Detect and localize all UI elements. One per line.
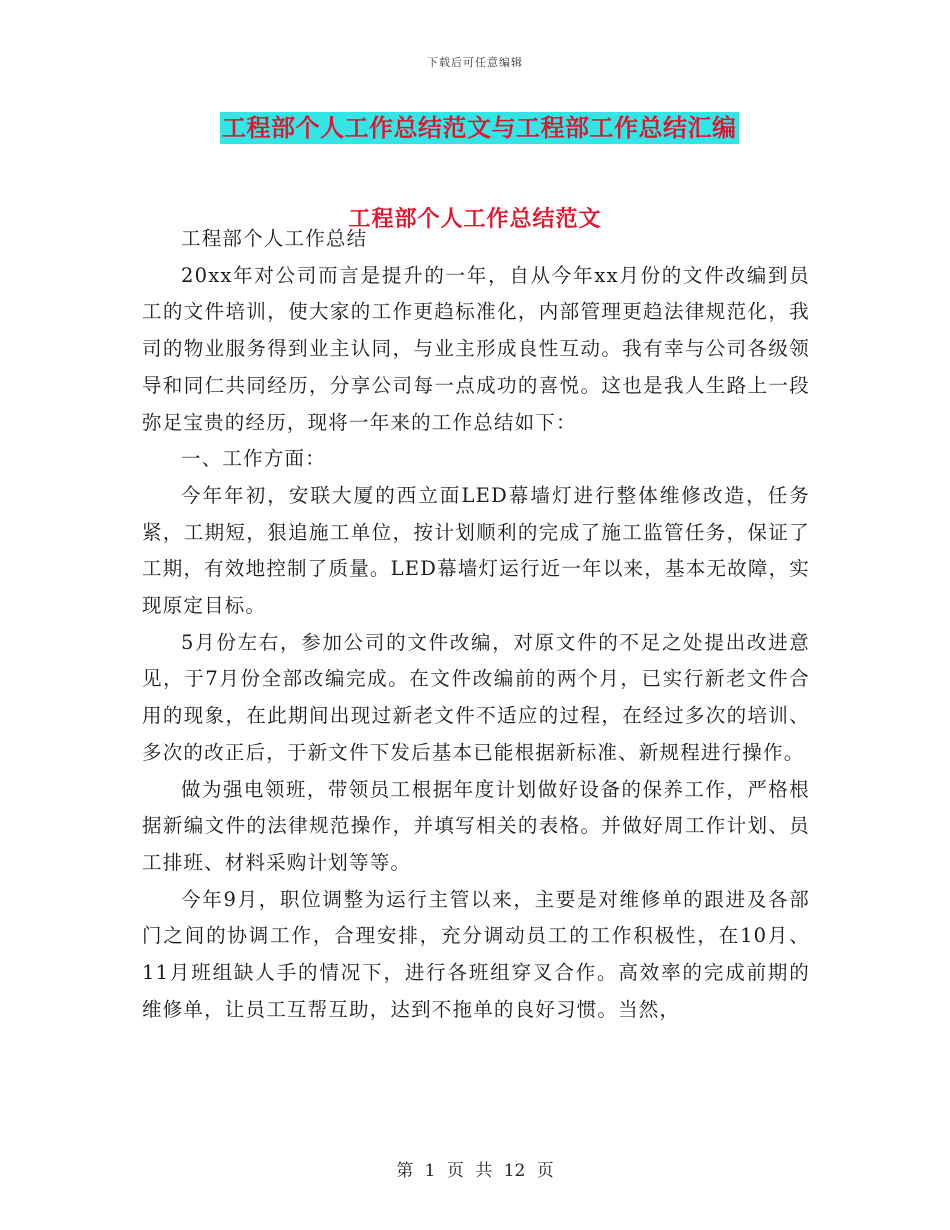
- header-note: 下载后可任意编辑: [427, 56, 523, 69]
- paragraph-operations-supervisor: 今年9月，职位调整为运行主管以来，主要是对维修单的跟进及各部门之间的协调工作，合理安排，充分调动员工的工作积极性，在10月、11月班组缺人手的情况下，进行各班组穿叉合作。高效率的完成前期的维修单，让员工互帮互助，达到不拖单的良好习惯。当然，: [142, 887, 810, 1021]
- paragraph-led-renovation: 今年年初，安联大厦的西立面LED幕墙灯进行整体维修改造，任务紧，工期短，狠追施工单位，按计划顺利的完成了施工监管任务，保证了工期，有效地控制了质量。LED幕墙灯运行近一年以来，基本无故障，实现原定目标。: [142, 483, 810, 618]
- paragraph-intro: 20xx年对公司而言是提升的一年，自从今年xx月份的文件改编到员工的文件培训，使大家的工作更趋标准化，内部管理更趋法律规范化，我司的物业服务得到业主认同，与业主形成良性互动。我有幸与公司各级领导和同仁共同经历，分享公司每一点成功的喜悦。这也是我人生路上一段弥足宝贵的经历，现将一年来的工作总结如下：: [142, 263, 810, 434]
- page-number: 第 1 页 共 12 页: [396, 1161, 554, 1181]
- paragraph-team-lead: 做为强电领班，带领员工根据年度计划做好设备的保养工作，严格根据新编文件的法律规范操作，并填写相关的表格。并做好周工作计划、员工排班、材料采购计划等等。: [142, 777, 810, 874]
- paragraph-document-revision: 5月份左右，参加公司的文件改编，对原文件的不足之处提出改进意见，于7月份全部改编完成。在文件改编前的两个月，已实行新老文件合用的现象，在此期间出现过新老文件不适应的过程，在经过多次的培训、多次的改正后，于新文件下发后基本已能根据新标准、新规程进行操作。: [142, 630, 810, 764]
- document-body: [142, 221, 810, 1028]
- paragraph-section-heading: 一、工作方面：: [181, 447, 326, 471]
- document-main-title: 工程部个人工作总结范文与工程部工作总结汇编: [222, 113, 737, 142]
- section-title: 工程部个人工作总结范文: [348, 206, 602, 232]
- paragraph-heading: 工程部个人工作总结: [181, 227, 368, 250]
